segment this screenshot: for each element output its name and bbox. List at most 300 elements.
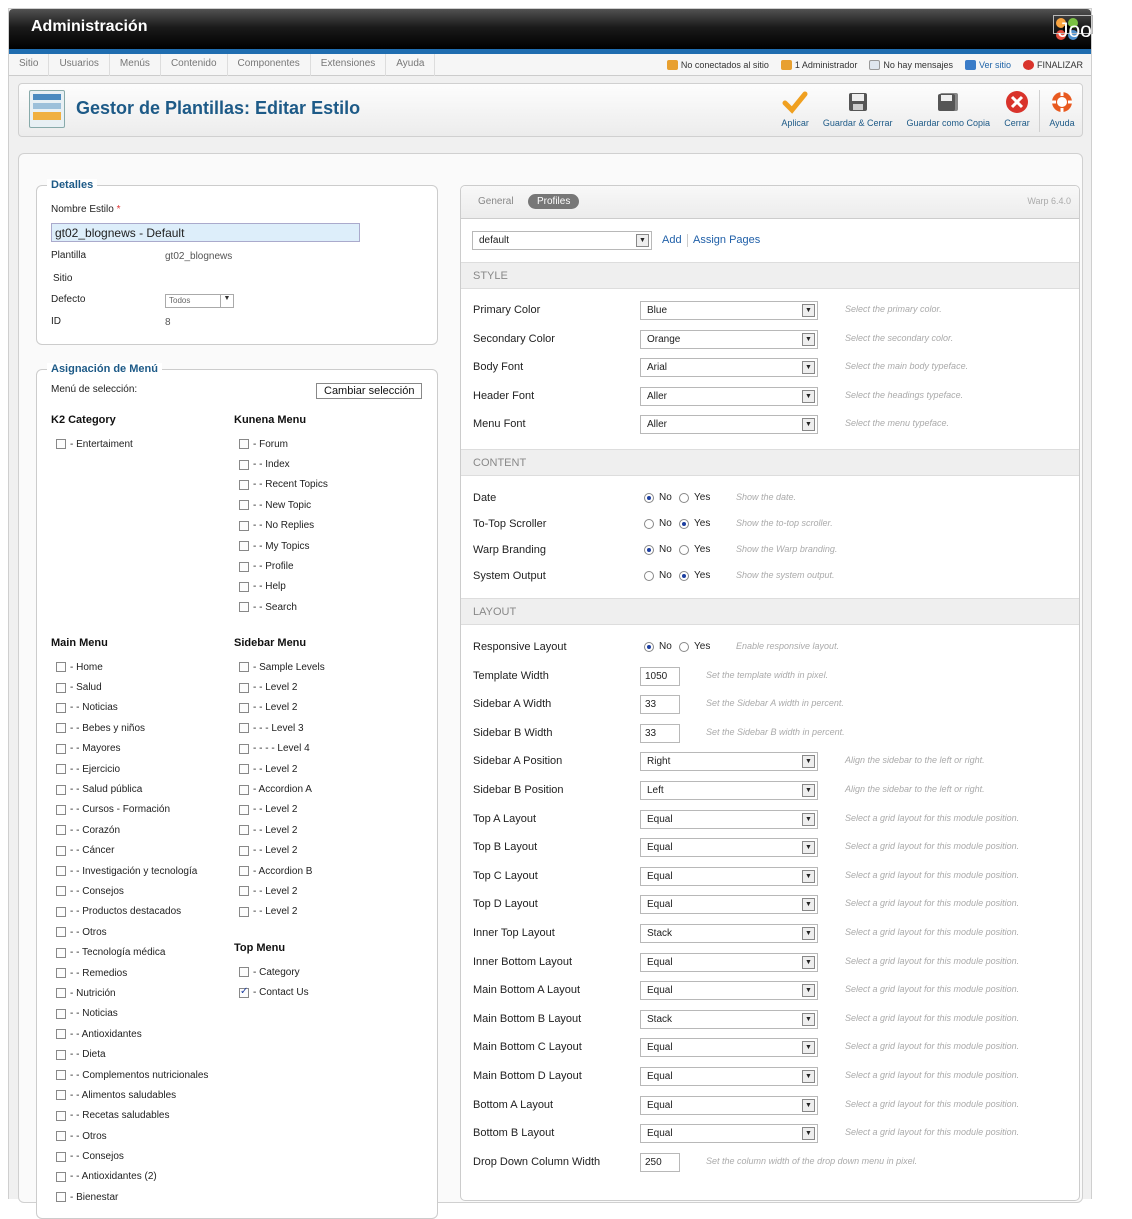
required-mark: * <box>116 204 121 215</box>
setting-select[interactable] <box>640 781 818 800</box>
setting-description: Select a grid layout for this module position. <box>845 1012 1020 1023</box>
checkmark-icon <box>783 91 807 113</box>
menu-assign-label: - - Otros <box>70 1130 107 1142</box>
menu-assign-label: - - Tecnología médica <box>70 947 166 959</box>
menu-assign-label: - - Remedios <box>70 967 128 979</box>
style-name-label <box>51 204 121 215</box>
status-messages[interactable] <box>869 60 953 70</box>
setting-select[interactable] <box>640 1010 818 1029</box>
menu-assign-checkbox[interactable] <box>56 723 66 733</box>
menu-assign-label: - - Level 2 <box>253 885 298 897</box>
setting-label: Body Font <box>473 361 524 374</box>
radio-yes[interactable] <box>679 492 710 503</box>
menu-assign-checkbox[interactable] <box>239 967 249 977</box>
menu-item-menus[interactable]: Menús <box>110 54 161 76</box>
menu-assign-checkbox[interactable] <box>56 805 66 815</box>
radio-button[interactable] <box>644 571 654 581</box>
setting-label: Date <box>473 492 497 504</box>
setting-row-sidebar-b-width <box>473 724 1073 744</box>
setting-select[interactable] <box>640 330 818 349</box>
menu-assign-item[interactable] <box>51 698 231 718</box>
menu-assign-checkbox[interactable] <box>56 1111 66 1121</box>
menu-assign-item[interactable] <box>234 881 414 901</box>
menu-assign-item[interactable] <box>234 597 414 617</box>
setting-label: System Output <box>473 570 546 583</box>
menu-assign-item[interactable] <box>51 1146 231 1166</box>
radio-button[interactable] <box>679 545 689 555</box>
menu-assign-item[interactable] <box>234 434 414 454</box>
menu-assign-item[interactable] <box>234 556 414 576</box>
section-header-layout: LAYOUT <box>461 598 1079 625</box>
menu-item-extensiones[interactable]: Extensiones <box>311 54 386 76</box>
setting-select-value: Equal <box>647 1128 673 1140</box>
menu-assign-label: - - - Level 3 <box>253 722 304 734</box>
setting-select-value: Aller <box>647 390 668 402</box>
menu-assign-item[interactable] <box>51 1004 231 1024</box>
menu-assign-checkbox[interactable] <box>56 866 66 876</box>
setting-select[interactable] <box>640 358 818 377</box>
menu-assign-checkbox[interactable] <box>239 541 249 551</box>
help-label: Ayuda <box>1049 118 1075 128</box>
radio-label: Yes <box>694 570 711 582</box>
setting-row-sidebar-b-position <box>473 781 1073 801</box>
menu-assign-item[interactable] <box>234 861 414 881</box>
setting-description: Set the template width in pixel. <box>706 669 829 680</box>
menu-assign-item[interactable] <box>234 759 414 779</box>
menu-assign-checkbox[interactable] <box>239 785 249 795</box>
chevron-down-icon: ▼ <box>802 813 815 826</box>
menu-assign-item[interactable] <box>234 657 414 677</box>
add-profile-link[interactable]: Add <box>662 234 682 246</box>
menu-assign-item[interactable] <box>234 739 414 759</box>
setting-select-value: Equal <box>647 956 673 968</box>
setting-row-top-d-layout <box>473 895 1073 915</box>
menu-assign-item[interactable] <box>234 841 414 861</box>
menu-assign-checkbox[interactable] <box>239 723 249 733</box>
menu-assign-checkbox[interactable] <box>56 439 66 449</box>
menu-assign-label: - Accordion B <box>253 865 313 877</box>
setting-row-top-c-layout <box>473 867 1073 887</box>
close-label: Cerrar <box>1004 118 1030 128</box>
menu-assign-item[interactable] <box>51 1065 231 1085</box>
menu-assign-item[interactable] <box>234 962 414 982</box>
menu-assign-item[interactable] <box>51 942 231 962</box>
setting-text-input[interactable] <box>640 667 680 686</box>
setting-select-value: Stack <box>647 1013 673 1025</box>
menu-assign-item[interactable] <box>234 495 414 515</box>
setting-label: Inner Top Layout <box>473 927 555 939</box>
close-button[interactable] <box>997 90 1037 132</box>
menu-assign-checkbox[interactable] <box>239 703 249 713</box>
menu-assign-checkbox[interactable] <box>56 744 66 754</box>
menu-assign-item[interactable] <box>51 1126 231 1146</box>
setting-description: Select a grid layout for this module position. <box>845 927 1020 937</box>
chevron-down-icon: ▼ <box>220 295 233 307</box>
setting-select[interactable] <box>640 387 818 406</box>
save-copy-button[interactable] <box>899 90 997 132</box>
setting-row-drop-down-column-width <box>473 1153 1073 1173</box>
menu-assign-checkbox[interactable] <box>56 683 66 693</box>
menu-item-usuarios[interactable]: Usuarios <box>49 54 109 76</box>
setting-row-primary-color <box>473 301 1073 321</box>
profile-select-value: default <box>479 235 510 246</box>
setting-select[interactable] <box>640 981 818 1000</box>
menu-assign-checkbox[interactable] <box>56 703 66 713</box>
menu-assign-label: - - Level 2 <box>253 682 298 694</box>
toolbar-divider <box>1039 90 1040 132</box>
setting-label: Menu Font <box>473 418 526 431</box>
radio-no[interactable] <box>644 492 672 503</box>
menu-assign-item[interactable] <box>234 516 414 536</box>
menu-assign-label: - - Investigación y tecnología <box>70 865 198 877</box>
menu-assign-item[interactable] <box>234 698 414 718</box>
menu-assign-label: - - Otros <box>70 926 107 938</box>
setting-description: Select a grid layout for this module position. <box>845 1041 1020 1052</box>
chevron-down-icon: ▼ <box>802 755 815 768</box>
menu-assign-label: - Home <box>70 661 103 673</box>
setting-select-value: Equal <box>647 870 673 882</box>
menu-assign-checkbox[interactable] <box>239 866 249 876</box>
menu-assign-item[interactable] <box>234 536 414 556</box>
menu-assign-item[interactable] <box>234 779 414 799</box>
menu-assign-item[interactable] <box>51 963 231 983</box>
monitor-icon <box>965 60 976 70</box>
menu-assign-checkbox[interactable] <box>239 764 249 774</box>
apply-label: Aplicar <box>781 118 809 128</box>
main-panel <box>18 153 1083 1203</box>
setting-description: Show the to-top scroller. <box>736 518 833 529</box>
chevron-down-icon: ▼ <box>802 361 815 374</box>
menu-assign-item[interactable] <box>51 861 231 881</box>
menu-assign-item[interactable] <box>51 657 231 677</box>
menu-assign-item[interactable] <box>234 718 414 738</box>
setting-select-value: Arial <box>647 362 668 374</box>
setting-label: Template Width <box>473 669 549 682</box>
menu-assign-label: - - Complementos nutricionales <box>70 1069 209 1081</box>
radio-yes[interactable] <box>679 570 710 581</box>
menu-assign-label: - - Antioxidantes <box>70 1028 142 1040</box>
chevron-down-icon: ▼ <box>802 1041 815 1054</box>
menu-group-kunena-menu <box>234 414 414 618</box>
details-fieldset <box>36 179 438 345</box>
radio-yes[interactable] <box>679 544 710 555</box>
profile-select[interactable] <box>472 231 652 250</box>
menu-assign-checkbox[interactable] <box>239 988 249 998</box>
menu-assign-checkbox[interactable] <box>56 988 66 998</box>
menu-assign-item[interactable] <box>51 1106 231 1126</box>
setting-label: Sidebar A Position <box>473 755 563 768</box>
menu-assign-checkbox[interactable] <box>56 764 66 774</box>
setting-description: Set the column width of the drop down menu in pixel. <box>706 1155 918 1166</box>
joomla-logo <box>1053 15 1132 43</box>
menu-assign-item[interactable] <box>51 1085 231 1105</box>
menu-assign-item[interactable] <box>234 902 414 922</box>
status-messages-text: No hay mensajes <box>883 60 953 70</box>
menu-group-k2-category <box>51 414 231 454</box>
setting-row-top-a-layout <box>473 810 1073 830</box>
radio-button[interactable] <box>679 642 689 652</box>
chevron-down-icon: ▼ <box>802 333 815 346</box>
default-select[interactable] <box>165 294 234 308</box>
details-legend: Detalles <box>47 179 97 191</box>
menu-assign-checkbox[interactable] <box>56 825 66 835</box>
setting-select[interactable] <box>640 1038 818 1057</box>
menu-assign-checkbox[interactable] <box>56 1009 66 1019</box>
menu-assign-label: - - Level 2 <box>253 804 298 816</box>
menu-assign-item[interactable] <box>51 881 231 901</box>
chevron-down-icon: ▼ <box>802 304 815 317</box>
chevron-down-icon: ▼ <box>802 927 815 940</box>
menu-group-title: K2 Category <box>51 414 116 426</box>
menu-assign-checkbox[interactable] <box>239 439 249 449</box>
setting-row-system-output <box>473 567 1073 587</box>
assign-pages-link[interactable]: Assign Pages <box>693 234 761 246</box>
menu-group-title: Top Menu <box>234 942 286 954</box>
menu-assign-label: - - Help <box>253 581 286 593</box>
setting-label: Inner Bottom Layout <box>473 955 573 968</box>
menu-assign-item[interactable] <box>51 1167 231 1187</box>
setting-text-input[interactable] <box>640 724 680 743</box>
menu-assign-item[interactable] <box>51 902 231 922</box>
help-button[interactable] <box>1042 90 1082 132</box>
menu-assign-item[interactable] <box>51 434 231 454</box>
setting-label: Sidebar A Width <box>473 698 552 711</box>
setting-select[interactable] <box>640 895 818 914</box>
menu-assign-label: - - Productos destacados <box>70 906 182 918</box>
radio-button[interactable] <box>679 519 689 529</box>
setting-description: Set the Sidebar A width in percent. <box>706 698 844 709</box>
menu-assign-checkbox[interactable] <box>56 785 66 795</box>
setting-label: Secondary Color <box>473 332 555 345</box>
view-site-link[interactable] <box>965 60 1011 70</box>
radio-no[interactable] <box>644 641 672 652</box>
menu-assign-label: - - Cáncer <box>70 845 115 857</box>
radio-button[interactable] <box>644 493 654 503</box>
menu-assign-label: - - Recent Topics <box>253 479 328 491</box>
menu-assign-checkbox[interactable] <box>239 825 249 835</box>
menu-assign-label: - Contact Us <box>253 987 309 999</box>
menu-item-componentes[interactable]: Componentes <box>228 54 311 76</box>
radio-button[interactable] <box>679 493 689 503</box>
menu-assign-checkbox[interactable] <box>56 1029 66 1039</box>
setting-row-secondary-color <box>473 330 1073 350</box>
menu-assign-label: - - Noticias <box>70 702 118 714</box>
radio-yes[interactable] <box>679 518 710 529</box>
setting-label: Header Font <box>473 389 535 402</box>
menu-assign-item[interactable] <box>51 779 231 799</box>
setting-row-sidebar-a-width <box>473 695 1073 715</box>
menu-assign-checkbox[interactable] <box>239 602 249 612</box>
setting-select[interactable] <box>640 1067 818 1086</box>
menu-assign-checkbox[interactable] <box>56 907 66 917</box>
setting-select[interactable] <box>640 867 818 886</box>
setting-select[interactable] <box>640 301 818 320</box>
view-site-text: Ver sitio <box>978 60 1011 70</box>
site-label: Sitio <box>53 273 73 284</box>
radio-button[interactable] <box>679 571 689 581</box>
menu-item-contenido[interactable]: Contenido <box>161 54 228 76</box>
setting-select-value: Equal <box>647 842 673 854</box>
setting-select[interactable] <box>640 415 818 434</box>
menu-assign-label: - Entertaiment <box>70 438 133 450</box>
radio-button[interactable] <box>644 642 654 652</box>
menu-assign-checkbox[interactable] <box>239 562 249 572</box>
setting-row-body-font <box>473 358 1073 378</box>
setting-select[interactable] <box>640 953 818 972</box>
menu-assign-item[interactable] <box>234 800 414 820</box>
menu-assign-checkbox[interactable] <box>239 582 249 592</box>
menu-assign-label: - - Level 2 <box>253 702 298 714</box>
radio-button[interactable] <box>644 519 654 529</box>
setting-description: Select a grid layout for this module position. <box>845 955 1020 966</box>
radio-no[interactable] <box>644 570 672 581</box>
chevron-down-icon: ▼ <box>802 984 815 997</box>
menu-assign-label: - - Level 2 <box>253 845 298 857</box>
menu-assign-label: - - Corazón <box>70 824 121 836</box>
menu-item-sitio[interactable]: Sitio <box>9 54 49 76</box>
menu-assign-checkbox[interactable] <box>56 1131 66 1141</box>
menu-group-main-menu <box>51 637 231 1208</box>
menu-assign-item[interactable] <box>234 454 414 474</box>
menu-assign-checkbox[interactable] <box>56 1192 66 1202</box>
tab-general[interactable]: General <box>478 196 514 207</box>
save-close-label: Guardar & Cerrar <box>822 118 893 128</box>
menu-assign-item[interactable] <box>51 841 231 861</box>
menu-assign-checkbox[interactable] <box>239 460 249 470</box>
logout-text: FINALIZAR <box>1036 60 1083 70</box>
setting-label: Primary Color <box>473 304 541 316</box>
menu-assign-checkbox[interactable] <box>239 805 249 815</box>
radio-label: Yes <box>694 641 711 652</box>
menu-assign-checkbox[interactable] <box>239 500 249 510</box>
menu-assign-checkbox[interactable] <box>56 1152 66 1162</box>
chevron-down-icon: ▼ <box>802 418 815 431</box>
menu-assign-checkbox[interactable] <box>56 1090 66 1100</box>
setting-select[interactable] <box>640 838 818 857</box>
setting-select[interactable] <box>640 1124 818 1143</box>
radio-button[interactable] <box>644 545 654 555</box>
menu-assign-checkbox[interactable] <box>56 662 66 672</box>
chevron-down-icon: ▼ <box>802 1070 815 1083</box>
menu-assign-label: - Category <box>253 966 300 978</box>
radio-label: No <box>659 492 672 503</box>
setting-select[interactable] <box>640 752 818 771</box>
setting-select-value: Orange <box>647 333 681 345</box>
logout-link[interactable] <box>1023 60 1083 70</box>
logout-icon <box>1023 60 1034 70</box>
setting-select[interactable] <box>640 1096 818 1115</box>
section-header-content: CONTENT <box>461 449 1079 476</box>
setting-label: Top D Layout <box>473 898 538 911</box>
menu-assign-item[interactable] <box>51 739 231 759</box>
menu-assign-checkbox[interactable] <box>56 948 66 958</box>
menu-assign-checkbox[interactable] <box>56 1050 66 1060</box>
style-name-input[interactable] <box>51 223 360 242</box>
menu-assign-item[interactable] <box>234 577 414 597</box>
menu-assign-checkbox[interactable] <box>239 907 249 917</box>
setting-select[interactable] <box>640 810 818 829</box>
warp-tabs <box>461 186 1079 219</box>
menu-assign-label: - - Level 2 <box>253 824 298 836</box>
menu-assign-item[interactable] <box>51 820 231 840</box>
menu-assign-item[interactable] <box>51 718 231 738</box>
setting-select-value: Equal <box>647 985 673 997</box>
menu-assign-item[interactable] <box>51 922 231 942</box>
menu-assign-checkbox[interactable] <box>239 521 249 531</box>
setting-description: Show the Warp branding. <box>736 544 838 555</box>
menu-assign-checkbox[interactable] <box>56 968 66 978</box>
menu-assign-label: - - Ejercicio <box>70 763 121 775</box>
menu-assign-item[interactable] <box>51 1024 231 1044</box>
menu-assign-checkbox[interactable] <box>239 886 249 896</box>
save-close-button[interactable] <box>816 90 900 132</box>
setting-label: Bottom B Layout <box>473 1127 555 1140</box>
setting-text-input[interactable] <box>640 1153 680 1172</box>
setting-row-to-top-scroller <box>473 515 1073 535</box>
menu-assign-item[interactable] <box>51 1044 231 1064</box>
setting-text-input[interactable] <box>640 695 680 714</box>
menu-assign-item[interactable] <box>234 475 414 495</box>
menu-assign-checkbox[interactable] <box>56 1070 66 1080</box>
menu-assign-checkbox[interactable] <box>56 886 66 896</box>
menu-assign-item[interactable] <box>234 982 414 1002</box>
menu-assign-label: - - New Topic <box>253 499 312 511</box>
menu-assign-label: - - Consejos <box>70 1151 124 1163</box>
radio-no[interactable] <box>644 544 672 555</box>
menu-assign-label: - Nutrición <box>70 987 116 999</box>
menu-assign-item[interactable] <box>234 820 414 840</box>
toggle-selection-button[interactable]: Cambiar selección <box>316 383 422 399</box>
menu-assign-item[interactable] <box>51 1187 231 1207</box>
menu-assign-item[interactable] <box>234 677 414 697</box>
setting-row-sidebar-a-position <box>473 752 1073 772</box>
radio-no[interactable] <box>644 518 672 529</box>
menu-assign-checkbox[interactable] <box>239 744 249 754</box>
menu-assign-checkbox[interactable] <box>56 846 66 856</box>
menu-assign-label: - - Level 2 <box>253 906 298 918</box>
menu-item-ayuda[interactable]: Ayuda <box>386 54 435 76</box>
setting-description: Show the date. <box>736 492 797 502</box>
menu-assign-checkbox[interactable] <box>239 662 249 672</box>
lifebuoy-icon <box>1050 90 1074 114</box>
setting-label: Drop Down Column Width <box>473 1155 601 1168</box>
top-bar <box>9 9 1132 49</box>
menu-assign-item[interactable] <box>51 677 231 697</box>
setting-description: Select a grid layout for this module position. <box>845 869 1020 880</box>
menu-assign-checkbox[interactable] <box>56 1172 66 1182</box>
radio-yes[interactable] <box>679 641 710 652</box>
menu-assign-item[interactable] <box>51 983 231 1003</box>
setting-description: Enable responsive layout. <box>736 641 840 651</box>
setting-label: To-Top Scroller <box>473 518 547 531</box>
menu-assign-label: - - Consejos <box>70 885 124 897</box>
users-icon <box>667 60 678 70</box>
menu-assign-item[interactable] <box>51 800 231 820</box>
menu-assign-item[interactable] <box>51 759 231 779</box>
menu-assign-checkbox[interactable] <box>239 683 249 693</box>
menu-assign-label: - - No Replies <box>253 520 315 532</box>
menu-assign-checkbox[interactable] <box>239 846 249 856</box>
setting-label: Warp Branding <box>473 544 546 557</box>
setting-select-value: Equal <box>647 1042 673 1054</box>
menu-assign-checkbox[interactable] <box>56 927 66 937</box>
setting-select[interactable] <box>640 924 818 943</box>
save-copy-icon <box>937 92 959 112</box>
tab-profiles[interactable]: Profiles <box>528 194 579 209</box>
apply-button[interactable] <box>774 90 816 132</box>
menu-assign-label: - - My Topics <box>253 540 310 552</box>
menu-assign-checkbox[interactable] <box>239 480 249 490</box>
